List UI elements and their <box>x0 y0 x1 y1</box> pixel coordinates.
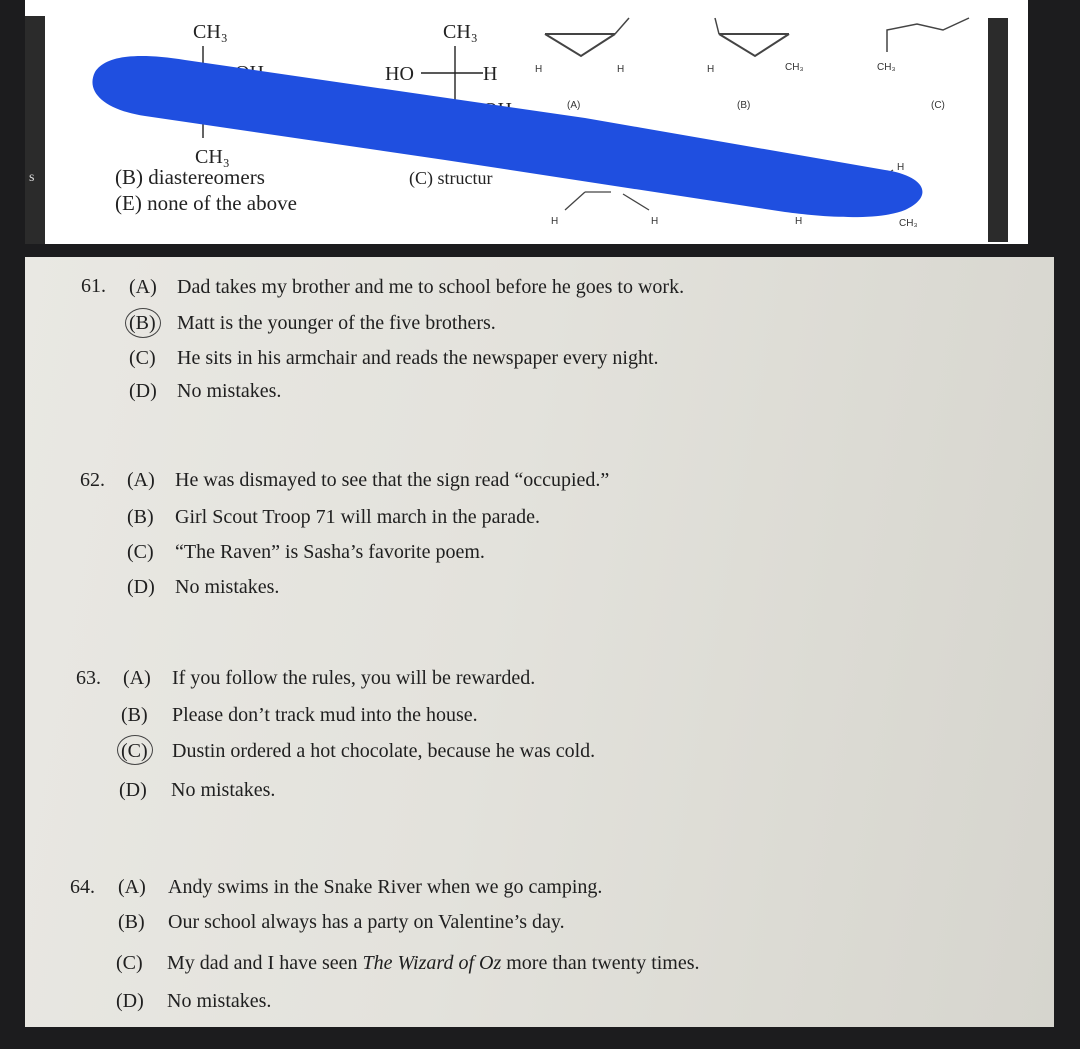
fischer2-top: CH₃ <box>443 21 478 43</box>
structure-b-ch3: CH₃ <box>785 62 804 73</box>
option-none-of-above: (E) none of the above <box>115 191 297 215</box>
choice-text: “The Raven” is Sasha’s favorite poem. <box>175 541 485 563</box>
choice-letter: (C) <box>129 347 156 369</box>
structure-c-top <box>877 18 969 111</box>
structure-c-label: (C) <box>931 100 945 111</box>
left-border-bar <box>25 16 45 244</box>
fischer2-row1-left: HO <box>385 63 414 85</box>
book-title-italic: The Wizard of Oz <box>362 952 502 974</box>
choice-text: Dad takes my brother and me to school before he goes to work. <box>177 276 685 298</box>
alkene1-h-left: H <box>551 216 559 227</box>
alkene2-ch3-bottom: CH₃ <box>899 218 918 229</box>
choice-letter: (C) <box>116 952 143 974</box>
choice-text: Our school always has a party on Valentine’s day. <box>168 911 565 933</box>
choice-text: He sits in his armchair and reads the newspaper every night. <box>177 347 659 369</box>
choice-text: He was dismayed to see that the sign read “occupied.” <box>175 469 610 491</box>
choice-letter: (B) <box>118 911 145 933</box>
question-number: 61. <box>81 275 106 297</box>
choice-text: No mistakes. <box>175 576 280 598</box>
choice-letter: (B) <box>129 312 156 334</box>
alkene2-h-bottom: H <box>795 216 803 227</box>
question-number: 63. <box>76 667 101 689</box>
choice-letter: (A) <box>129 276 157 298</box>
alkene1-h-right: H <box>651 216 659 227</box>
choice-letter: (D) <box>119 779 147 801</box>
chemistry-structures <box>25 0 1028 244</box>
choice-letter: (D) <box>127 576 155 598</box>
fischer1-top: CH₃ <box>193 21 228 43</box>
structure-a-h-right: H <box>617 64 625 75</box>
choice-text: No mistakes. <box>171 779 276 801</box>
structure-b-h: H <box>707 64 715 75</box>
choice-text <box>167 953 700 973</box>
choice-text-before: My dad and I have seen <box>167 952 363 974</box>
choice-text: No mistakes. <box>177 380 282 402</box>
choice-letter: (B) <box>127 506 154 528</box>
structure-a <box>535 18 629 111</box>
fischer1-bottom: CH₃ <box>195 146 230 168</box>
question-number: 64. <box>70 876 95 898</box>
choice-text: If you follow the rules, you will be rewarded. <box>172 667 536 689</box>
choice-text: Please don’t track mud into the house. <box>172 704 478 726</box>
choice-text: Andy swims in the Snake River when we go camping. <box>168 876 603 898</box>
fischer2-row1-right: H <box>483 63 498 85</box>
structure-c-ch3: CH₃ <box>877 62 896 73</box>
choice-letter: (A) <box>118 876 146 898</box>
choice-text: No mistakes. <box>167 990 272 1012</box>
choice-text: Dustin ordered a hot chocolate, because he was cold. <box>172 740 596 762</box>
alkene2-h-top: H <box>897 162 905 173</box>
choice-letter: (C) <box>121 740 148 762</box>
structure-a-h-left: H <box>535 64 543 75</box>
choice-letter: (A) <box>123 667 151 689</box>
choice-letter: (A) <box>127 469 155 491</box>
structure-a-label: (A) <box>567 100 581 111</box>
choice-letter: (D) <box>129 380 157 402</box>
choice-letter: (D) <box>116 990 144 1012</box>
structure-b-label: (B) <box>737 100 751 111</box>
question-number: 62. <box>80 469 105 491</box>
choice-text-after: more than twenty times. <box>501 952 700 974</box>
right-border-bar <box>988 18 1008 242</box>
choice-text: Matt is the younger of the five brothers. <box>177 312 496 334</box>
chemistry-screenshot-strip <box>25 0 1028 244</box>
choice-letter: (B) <box>121 704 148 726</box>
option-diastereomers: (B) diastereomers <box>115 165 265 189</box>
question-page <box>25 257 1054 1027</box>
option-structural-partial: (C) structur <box>409 168 493 188</box>
choice-letter: (C) <box>127 541 154 563</box>
choice-text: Girl Scout Troop 71 will march in the parade. <box>175 506 540 528</box>
cut-off-letter: s <box>29 170 35 185</box>
structure-b <box>707 18 804 111</box>
